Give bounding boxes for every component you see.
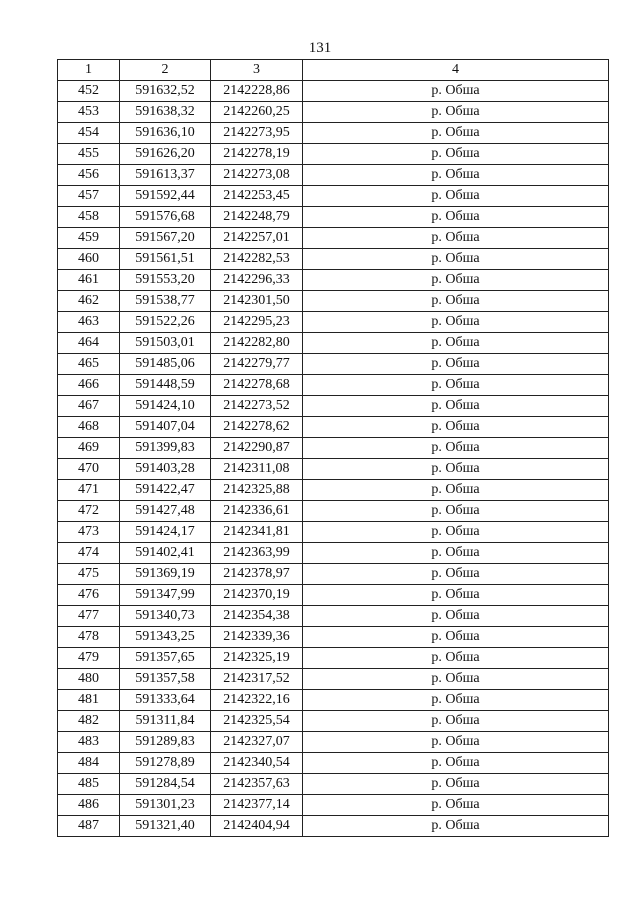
point-number-cell: 475 [58,564,120,585]
table-row [58,480,609,501]
y-coordinate-cell: 2142357,63 [211,774,303,795]
point-number-cell: 482 [58,711,120,732]
description-cell: р. Обша [303,228,609,249]
description-cell: р. Обша [303,123,609,144]
y-coordinate-cell: 2142340,54 [211,753,303,774]
description-cell: р. Обша [303,543,609,564]
table-row [58,291,609,312]
point-number-cell: 465 [58,354,120,375]
table-row [58,522,609,543]
description-cell: р. Обша [303,711,609,732]
x-coordinate-cell: 591553,20 [120,270,211,291]
table-row [58,312,609,333]
x-coordinate-cell: 591422,47 [120,480,211,501]
x-coordinate-cell: 591522,26 [120,312,211,333]
x-coordinate-cell: 591636,10 [120,123,211,144]
description-cell: р. Обша [303,396,609,417]
description-cell: р. Обша [303,102,609,123]
description-cell: р. Обша [303,144,609,165]
column-header: 2 [120,60,211,81]
point-number-cell: 456 [58,165,120,186]
x-coordinate-cell: 591343,25 [120,627,211,648]
table-row [58,333,609,354]
table-row [58,438,609,459]
point-number-cell: 454 [58,123,120,144]
table-row [58,165,609,186]
x-coordinate-cell: 591347,99 [120,585,211,606]
point-number-cell: 466 [58,375,120,396]
y-coordinate-cell: 2142248,79 [211,207,303,228]
x-coordinate-cell: 591301,23 [120,795,211,816]
description-cell: р. Обша [303,354,609,375]
x-coordinate-cell: 591427,48 [120,501,211,522]
x-coordinate-cell: 591448,59 [120,375,211,396]
y-coordinate-cell: 2142260,25 [211,102,303,123]
x-coordinate-cell: 591503,01 [120,333,211,354]
table-row [58,564,609,585]
page-number: 131 [308,40,332,56]
y-coordinate-cell: 2142311,08 [211,459,303,480]
table-row [58,270,609,291]
x-coordinate-cell: 591424,17 [120,522,211,543]
table-header-row [58,60,609,81]
y-coordinate-cell: 2142282,80 [211,333,303,354]
point-number-cell: 487 [58,816,120,837]
y-coordinate-cell: 2142228,86 [211,81,303,102]
x-coordinate-cell: 591311,84 [120,711,211,732]
point-number-cell: 474 [58,543,120,564]
description-cell: р. Обша [303,459,609,480]
point-number-cell: 462 [58,291,120,312]
table-row [58,690,609,711]
description-cell: р. Обша [303,732,609,753]
y-coordinate-cell: 2142377,14 [211,795,303,816]
point-number-cell: 471 [58,480,120,501]
y-coordinate-cell: 2142378,97 [211,564,303,585]
table-row [58,669,609,690]
point-number-cell: 460 [58,249,120,270]
description-cell: р. Обша [303,207,609,228]
table-row [58,774,609,795]
point-number-cell: 467 [58,396,120,417]
x-coordinate-cell: 591576,68 [120,207,211,228]
x-coordinate-cell: 591538,77 [120,291,211,312]
y-coordinate-cell: 2142325,54 [211,711,303,732]
y-coordinate-cell: 2142290,87 [211,438,303,459]
y-coordinate-cell: 2142317,52 [211,669,303,690]
point-number-cell: 472 [58,501,120,522]
table-row [58,711,609,732]
y-coordinate-cell: 2142336,61 [211,501,303,522]
y-coordinate-cell: 2142278,62 [211,417,303,438]
x-coordinate-cell: 591407,04 [120,417,211,438]
description-cell: р. Обша [303,480,609,501]
y-coordinate-cell: 2142322,16 [211,690,303,711]
x-coordinate-cell: 591403,28 [120,459,211,480]
description-cell: р. Обша [303,417,609,438]
y-coordinate-cell: 2142282,53 [211,249,303,270]
x-coordinate-cell: 591561,51 [120,249,211,270]
table-row [58,732,609,753]
table-row [58,795,609,816]
table-row [58,606,609,627]
point-number-cell: 463 [58,312,120,333]
description-cell: р. Обша [303,186,609,207]
x-coordinate-cell: 591638,32 [120,102,211,123]
table-row [58,648,609,669]
column-header: 4 [303,60,609,81]
table-row [58,186,609,207]
x-coordinate-cell: 591399,83 [120,438,211,459]
x-coordinate-cell: 591592,44 [120,186,211,207]
y-coordinate-cell: 2142370,19 [211,585,303,606]
y-coordinate-cell: 2142279,77 [211,354,303,375]
column-header: 1 [58,60,120,81]
description-cell: р. Обша [303,585,609,606]
table-row [58,354,609,375]
point-number-cell: 485 [58,774,120,795]
x-coordinate-cell: 591357,58 [120,669,211,690]
description-cell: р. Обша [303,606,609,627]
y-coordinate-cell: 2142253,45 [211,186,303,207]
x-coordinate-cell: 591340,73 [120,606,211,627]
description-cell: р. Обша [303,291,609,312]
description-cell: р. Обша [303,375,609,396]
x-coordinate-cell: 591567,20 [120,228,211,249]
y-coordinate-cell: 2142295,23 [211,312,303,333]
y-coordinate-cell: 2142296,33 [211,270,303,291]
description-cell: р. Обша [303,753,609,774]
description-cell: р. Обша [303,81,609,102]
description-cell: р. Обша [303,816,609,837]
description-cell: р. Обша [303,522,609,543]
table-row [58,816,609,837]
column-header: 3 [211,60,303,81]
x-coordinate-cell: 591402,41 [120,543,211,564]
y-coordinate-cell: 2142363,99 [211,543,303,564]
point-number-cell: 470 [58,459,120,480]
table-row [58,501,609,522]
point-number-cell: 486 [58,795,120,816]
point-number-cell: 479 [58,648,120,669]
point-number-cell: 477 [58,606,120,627]
y-coordinate-cell: 2142301,50 [211,291,303,312]
point-number-cell: 473 [58,522,120,543]
table-row [58,627,609,648]
table-row [58,396,609,417]
point-number-cell: 452 [58,81,120,102]
y-coordinate-cell: 2142325,88 [211,480,303,501]
y-coordinate-cell: 2142341,81 [211,522,303,543]
description-cell: р. Обша [303,669,609,690]
y-coordinate-cell: 2142273,08 [211,165,303,186]
table-row [58,753,609,774]
y-coordinate-cell: 2142327,07 [211,732,303,753]
table-row [58,207,609,228]
description-cell: р. Обша [303,501,609,522]
point-number-cell: 484 [58,753,120,774]
x-coordinate-cell: 591626,20 [120,144,211,165]
point-number-cell: 458 [58,207,120,228]
table-row [58,585,609,606]
description-cell: р. Обша [303,270,609,291]
point-number-cell: 469 [58,438,120,459]
description-cell: р. Обша [303,564,609,585]
y-coordinate-cell: 2142404,94 [211,816,303,837]
description-cell: р. Обша [303,312,609,333]
x-coordinate-cell: 591284,54 [120,774,211,795]
table-row [58,375,609,396]
table-row [58,144,609,165]
point-number-cell: 483 [58,732,120,753]
description-cell: р. Обша [303,249,609,270]
y-coordinate-cell: 2142278,68 [211,375,303,396]
y-coordinate-cell: 2142325,19 [211,648,303,669]
x-coordinate-cell: 591357,65 [120,648,211,669]
y-coordinate-cell: 2142273,95 [211,123,303,144]
x-coordinate-cell: 591613,37 [120,165,211,186]
point-number-cell: 453 [58,102,120,123]
x-coordinate-cell: 591333,64 [120,690,211,711]
table-row [58,249,609,270]
x-coordinate-cell: 591424,10 [120,396,211,417]
y-coordinate-cell: 2142257,01 [211,228,303,249]
x-coordinate-cell: 591632,52 [120,81,211,102]
point-number-cell: 468 [58,417,120,438]
point-number-cell: 476 [58,585,120,606]
point-number-cell: 459 [58,228,120,249]
point-number-cell: 455 [58,144,120,165]
y-coordinate-cell: 2142354,38 [211,606,303,627]
point-number-cell: 461 [58,270,120,291]
table-row [58,123,609,144]
description-cell: р. Обша [303,165,609,186]
point-number-cell: 478 [58,627,120,648]
description-cell: р. Обша [303,333,609,354]
y-coordinate-cell: 2142278,19 [211,144,303,165]
point-number-cell: 464 [58,333,120,354]
y-coordinate-cell: 2142273,52 [211,396,303,417]
table-row [58,543,609,564]
table-row [58,459,609,480]
point-number-cell: 480 [58,669,120,690]
point-number-cell: 481 [58,690,120,711]
table-row [58,417,609,438]
description-cell: р. Обша [303,774,609,795]
description-cell: р. Обша [303,627,609,648]
coordinates-table [57,59,609,837]
x-coordinate-cell: 591485,06 [120,354,211,375]
table-body [58,81,609,837]
description-cell: р. Обша [303,795,609,816]
x-coordinate-cell: 591289,83 [120,732,211,753]
table-row [58,81,609,102]
description-cell: р. Обша [303,648,609,669]
x-coordinate-cell: 591321,40 [120,816,211,837]
table-row [58,102,609,123]
y-coordinate-cell: 2142339,36 [211,627,303,648]
description-cell: р. Обша [303,438,609,459]
x-coordinate-cell: 591278,89 [120,753,211,774]
x-coordinate-cell: 591369,19 [120,564,211,585]
description-cell: р. Обша [303,690,609,711]
table-row [58,228,609,249]
point-number-cell: 457 [58,186,120,207]
